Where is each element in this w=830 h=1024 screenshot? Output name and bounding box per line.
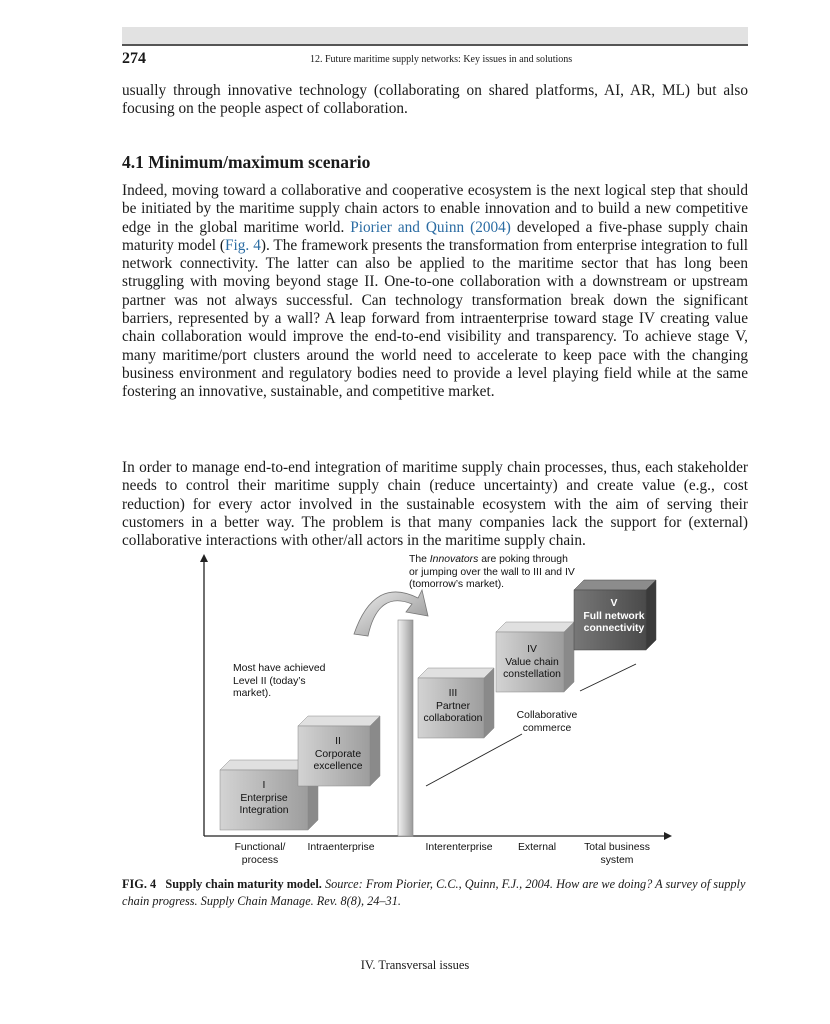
stage-label-line: constellation [503, 669, 561, 681]
body-paragraph-2: In order to manage end-to-end integration of maritime supply chain processes, thus, each stakeholder needs to control their maritime supply chain (reduce uncertainty) and create value (e.g., cost reduction) for every actor involved in the sustainable ecosystem with the aim of serving their customers in a better way. The problem is that many companies lack the support for (external) collaborative interactions with other/all actors in the maritime supply chain. [122, 459, 748, 550]
innovators-note-line: or jumping over the wall to III and IV [409, 566, 575, 578]
stage-numeral: V [610, 598, 618, 609]
innovators-note-line [409, 554, 575, 567]
stage-2-label [298, 736, 378, 774]
stage-label-line: Partner [435, 700, 471, 712]
most-note-line: market). [233, 688, 272, 700]
innovators-note-line: (tomorrow’s market). [409, 579, 505, 591]
section-number: 4.1 [122, 152, 144, 172]
stage-label-line: Corporate [314, 748, 362, 760]
leap-arrow [354, 590, 428, 636]
y-axis-arrowhead [200, 554, 208, 562]
most-achieved-note [233, 663, 325, 701]
stage-3-label [416, 688, 490, 726]
most-note-line: Level II (today’s [233, 675, 306, 687]
wall [398, 620, 413, 836]
innovators-pre: The [409, 554, 430, 565]
x-axis-label-line: Total business [584, 842, 650, 853]
x-axis-label-line: Interenterprise [425, 842, 493, 853]
stage-3-block-top [418, 668, 494, 678]
stage-numeral: I [262, 780, 266, 791]
stage-label-line: Integration [239, 805, 289, 817]
stage-1-label [220, 780, 308, 818]
stage-label-line: Enterprise [240, 792, 288, 804]
stage-numeral: IV [527, 644, 537, 655]
paragraph-text: developed a five-phase supply chain maturity model ( [122, 218, 749, 254]
section-heading [122, 152, 370, 173]
citation-link[interactable]: Piorier and Quinn (2004) [350, 218, 511, 236]
stage-5-label [574, 598, 654, 636]
stage-5-block-top [574, 580, 656, 590]
maturity-model-figure [122, 546, 748, 872]
most-note-line: Most have achieved [233, 663, 326, 674]
x-axis-label-line: system [600, 854, 634, 866]
caption-source: Source: From Piorier, C.C., Quinn, F.J., 2004. How are we doing? A survey of supply chain progress. Supply Chain Manage. Rev. 8(8), 24–31. [122, 877, 746, 908]
x-axis-label-functional [220, 842, 300, 867]
stage-label-line: collaboration [423, 713, 483, 725]
innovators-em: Innovators [429, 554, 479, 565]
header-rule [122, 44, 748, 46]
x-axis-arrowhead [664, 832, 672, 840]
stage-2-block-top [298, 716, 380, 726]
x-axis-label-line: Functional/ [234, 842, 286, 853]
paragraph-text: ). The framework presents the transformation from enterprise integration to full network connectivity. The latter can also be applied to the maritime sector that has long been struggling with moving beyond stage II. One-to-one collaboration with a downstream or upstream partner was not always successful. Can technology transformation break down the significant barriers, represented by a wall? A leap forward from intraenterprise toward stage IV creating value chain collaboration would improve the end-to-end visibility and transparency. To achieve stage V, many maritime/port clusters around the world need to accelerate to keep pace with the changing business environment and regulatory bodies need to provide a level playing field while at the same fostering an innovative, sustainable, and competitive market. [122, 236, 749, 401]
collaborative-commerce-note [502, 710, 592, 735]
intro-paragraph: usually through innovative technology (collaborating on shared platforms, AI, AR, ML) but also focusing on the people aspect of collaboration. [122, 82, 748, 118]
stage-4-block-top [496, 622, 574, 632]
stage-label-line: excellence [313, 761, 363, 773]
caption-title: Supply chain maturity model. [165, 877, 322, 891]
stage-label-line: connectivity [583, 623, 645, 635]
stage-numeral: III [448, 688, 458, 699]
x-axis-label-line: Intraenterprise [307, 842, 375, 853]
stage-numeral: II [335, 736, 341, 747]
section-title: Minimum/maximum scenario [148, 152, 371, 172]
stage-4-label [494, 644, 570, 682]
page-number: 274 [122, 50, 146, 67]
x-axis-label-total-business [574, 842, 660, 867]
x-axis-label-intraenterprise [296, 842, 386, 855]
x-axis-label-external [506, 842, 568, 855]
header-band [122, 27, 748, 44]
collab-note-line: commerce [522, 722, 572, 734]
stage-label-line: Full network [583, 610, 645, 622]
running-head: 12. Future maritime supply networks: Key issues in and solutions [310, 54, 573, 65]
x-axis-label-line: External [517, 842, 557, 853]
page-footer: IV. Transversal issues [360, 958, 470, 972]
collab-line-upper [580, 664, 636, 691]
caption-figure-label: FIG. 4 [122, 877, 157, 891]
x-axis-label-interenterprise [414, 842, 504, 855]
innovators-note [409, 554, 575, 592]
collab-line-lower [426, 734, 522, 786]
collab-note-line: Collaborative [516, 710, 578, 721]
innovators-post: are poking through [478, 554, 568, 565]
paragraph-text: Indeed, moving toward a collaborative and cooperative ecosystem is the next logical step that should be initiated by the maritime supply chain actors to enable innovation and to build a new competitive edge in the global maritime world. [122, 182, 748, 236]
stage-label-line: Value chain [505, 656, 559, 668]
x-axis-label-line: process [241, 854, 279, 866]
figure-reference-link[interactable]: Fig. 4 [225, 236, 261, 254]
body-paragraph-1 [122, 182, 748, 402]
figure-caption [122, 876, 748, 910]
